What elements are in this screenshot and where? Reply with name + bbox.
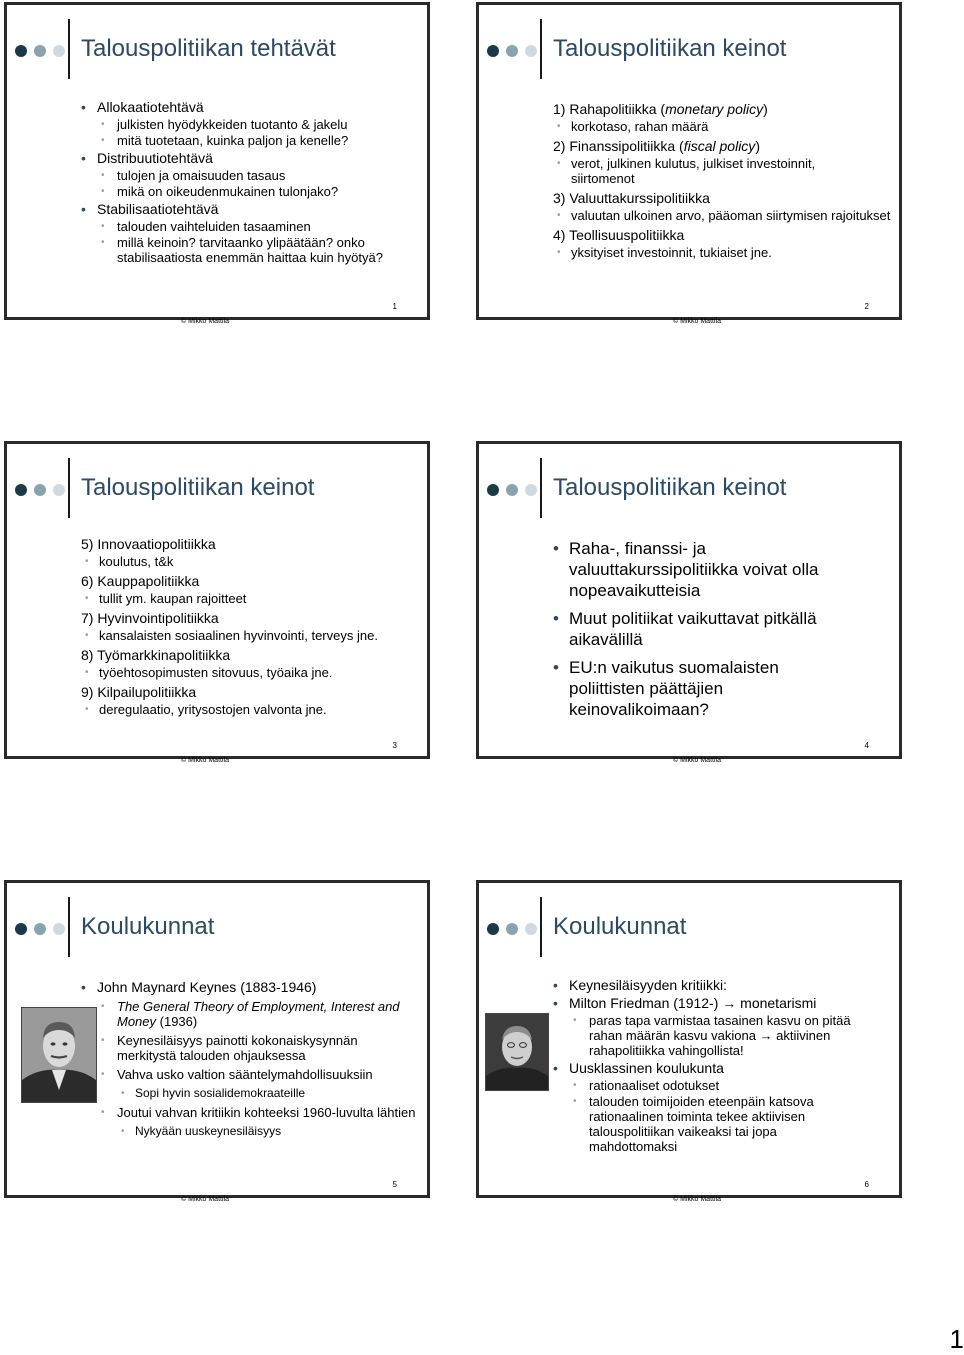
list-item: 2) Finanssipolitiikka (fiscal policy) xyxy=(553,138,760,154)
slide-body xyxy=(553,97,891,261)
slide-title: Koulukunnat xyxy=(81,913,215,940)
list-item: • Uusklassinen koulukunta xyxy=(553,1060,883,1076)
slide-number: 2 xyxy=(864,302,869,311)
list-item: • valuutan ulkoinen arvo, pääoman siirtymisen rajoitukset xyxy=(553,208,891,223)
list-item: • Joutui vahvan kritiikin kohteeksi 1960-luvulta lähtien xyxy=(81,1105,417,1120)
list-item: • Nykyään uuskeynesiläisyys xyxy=(81,1124,411,1139)
list-item: • julkisten hyödykkeiden tuotanto & jakelu xyxy=(81,117,411,132)
list-item: • Muut politiikat vaikuttavat pitkällä aikavälillä xyxy=(553,608,843,650)
copyright: © Mikko Mattila xyxy=(673,318,721,325)
list-item: • talouden vaihteluiden tasaaminen xyxy=(81,219,411,234)
slide-title: Koulukunnat xyxy=(553,913,687,940)
slide-title: Talouspolitiikan keinot xyxy=(553,474,787,501)
slide-1 xyxy=(4,2,430,325)
list-item: • The General Theory of Employment, Interest and Money (1936) xyxy=(81,999,417,1029)
slide-number: 3 xyxy=(392,741,397,750)
slide-3 xyxy=(4,441,430,764)
list-item: • tullit ym. kaupan rajoitteet xyxy=(81,591,411,606)
list-item: • deregulaatio, yritysostojen valvonta jne. xyxy=(81,702,411,717)
list-item: • Allokaatiotehtävä xyxy=(81,99,411,115)
slide-6 xyxy=(476,880,902,1203)
slide-body xyxy=(553,975,883,1155)
list-item: • paras tapa varmistaa tasainen kasvu on pitää rahan määrän kasvu vakiona → aktiivinen rahapolitiikka vahingollista! xyxy=(553,1013,859,1058)
list-item: • Distribuutiotehtävä xyxy=(81,150,411,166)
list-item: 4) Teollisuuspolitiikka xyxy=(553,227,685,243)
list-item: • Milton Friedman (1912-) → monetarismi xyxy=(553,995,883,1011)
list-item: • talouden toimijoiden eteenpäin katsova rationaalinen toiminta tekee aktiivisen talouspolitiikan vaikeaksi tai jopa mahdottomaksi xyxy=(553,1094,859,1154)
list-item: • Stabilisaatiotehtävä xyxy=(81,201,411,217)
list-item: 6) Kauppapolitiikka xyxy=(81,573,200,589)
list-item: 5) Innovaatiopolitiikka xyxy=(81,536,216,552)
list-item: 8) Työmarkkinapolitiikka xyxy=(81,647,231,663)
slide-4 xyxy=(476,441,902,764)
list-item: • rationaaliset odotukset xyxy=(553,1078,883,1093)
list-item: 9) Kilpailupolitiikka xyxy=(81,684,197,700)
list-item: 3) Valuuttakurssipolitiikka xyxy=(553,190,710,206)
slide-title: Talouspolitiikan keinot xyxy=(81,474,315,501)
list-item: • yksityiset investoinnit, tukiaiset jne. xyxy=(553,245,883,260)
title-divider xyxy=(68,897,70,957)
copyright: © Mikko Mattila xyxy=(673,1196,721,1203)
slide-number: 5 xyxy=(392,1180,397,1189)
title-divider xyxy=(540,19,542,79)
list-item: • Sopi hyvin sosialidemokraateille xyxy=(81,1086,411,1101)
page-number: 1 xyxy=(949,1324,964,1354)
list-item: • Keynesiläisyys painotti kokonaiskysynnän merkitystä talouden ohjauksessa xyxy=(81,1033,407,1063)
list-item: • Keynesiläisyyden kritiikki: xyxy=(553,977,883,993)
copyright: © Mikko Mattila xyxy=(181,1196,229,1203)
list-item: • millä keinoin? tarvitaanko ylipäätään? onko stabilisaatiosta enemmän haittaa kuin hyötyä? xyxy=(81,235,397,265)
list-item: • EU:n vaikutus suomalaisten poliittisten päättäjien keinovalikoimaan? xyxy=(553,657,843,720)
list-item: • mitä tuotetaan, kuinka paljon ja kenelle? xyxy=(81,133,411,148)
copyright: © Mikko Mattila xyxy=(181,318,229,325)
slide-body xyxy=(553,538,843,727)
slide-number: 1 xyxy=(392,302,397,311)
slide-body xyxy=(81,97,411,266)
list-item: • koulutus, t&k xyxy=(81,554,411,569)
list-item: • verot, julkinen kulutus, julkiset investoinnit, siirtomenot xyxy=(553,156,871,186)
list-item: • John Maynard Keynes (1883-1946) xyxy=(81,979,411,995)
slide-number: 4 xyxy=(864,741,869,750)
title-divider xyxy=(540,458,542,518)
slide-body xyxy=(81,977,416,1140)
slide-5 xyxy=(4,880,430,1203)
copyright: © Mikko Mattila xyxy=(673,757,721,764)
title-divider xyxy=(68,458,70,518)
slide-title: Talouspolitiikan tehtävät xyxy=(81,35,336,62)
copyright: © Mikko Mattila xyxy=(181,757,229,764)
slide-number: 6 xyxy=(864,1180,869,1189)
list-item: • Vahva usko valtion sääntelymahdollisuuksiin xyxy=(81,1067,411,1082)
slide-2 xyxy=(476,2,902,325)
list-item: • mikä on oikeudenmukainen tulonjako? xyxy=(81,184,411,199)
title-divider xyxy=(540,897,542,957)
list-item: 1) Rahapolitiikka (monetary policy) xyxy=(553,101,768,117)
list-item: • korkotaso, rahan määrä xyxy=(553,119,883,134)
slide-body xyxy=(81,532,411,718)
friedman-portrait xyxy=(485,1013,549,1091)
slide-title: Talouspolitiikan keinot xyxy=(553,35,787,62)
list-item: • Raha-, finanssi- ja valuuttakurssipolitiikka voivat olla nopeavaikutteisia xyxy=(553,538,843,601)
list-item: 7) Hyvinvointipolitiikka xyxy=(81,610,219,626)
list-item: • kansalaisten sosiaalinen hyvinvointi, terveys jne. xyxy=(81,628,409,643)
list-item: • työehtosopimusten sitovuus, työaika jne. xyxy=(81,665,411,680)
title-divider xyxy=(68,19,70,79)
list-item: • tulojen ja omaisuuden tasaus xyxy=(81,168,411,183)
